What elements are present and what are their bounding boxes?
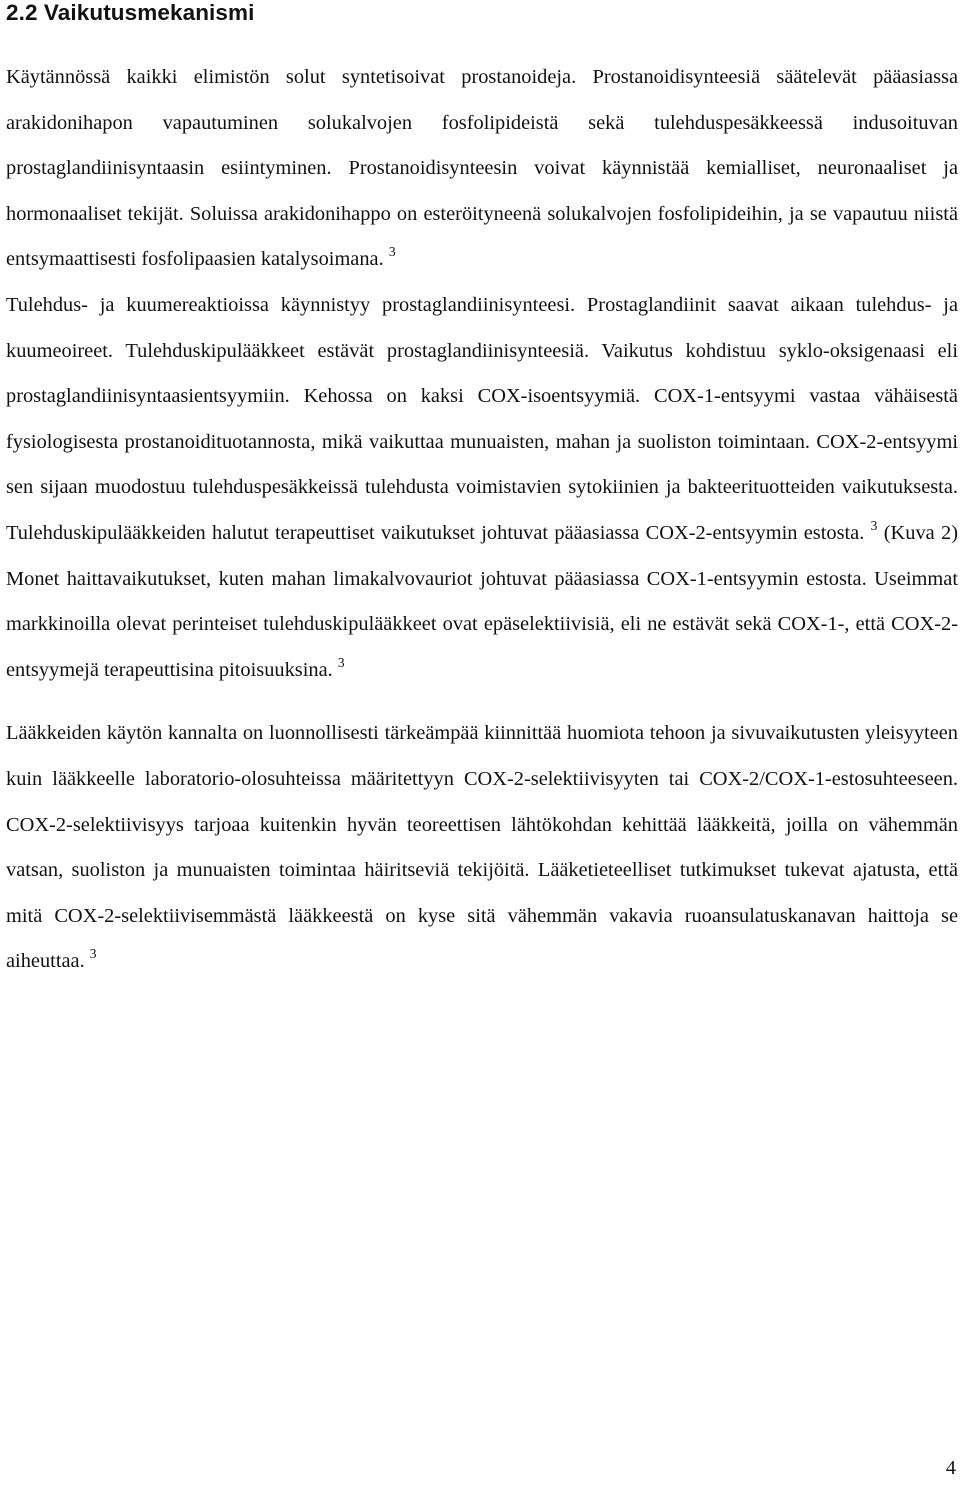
paragraph-3-text: Lääkkeiden käytön kannalta on luonnollisesti tärkeämpää kiinnittää huomiota tehoon ja sivuvaikutusten yleisyyteen kuin lääkkeelle laboratorio-olosuhteissa määritettyyn COX-2-selektiivisyyten tai COX-2/COX-1-estosuhteeseen. COX-2-selektiivisyys tarjoaa kuitenkin hyvän teoreettisen lähtökohdan kehittää lääkkeitä, joilla on vähemmän vatsan, suoliston ja munuaisten toimintaa häiritseviä tekijöitä. Lääketieteelliset tutkimukset tukevat ajatusta, että mitä COX-2-selektiivisemmästä lääkkeestä on kyse sitä vähemmän vakavia ruoansulatuskanavan haittoja se aiheuttaa. <box>6 722 958 973</box>
reference-superscript: 3 <box>870 517 878 533</box>
section-heading: 2.2 Vaikutusmekanismi <box>6 0 255 25</box>
paragraph-2-text-a: Tulehdus- ja kuumereaktioissa käynnistyy prostaglandiinisynteesi. Prostaglandiinit saavat aikaan tulehdus- ja kuumeoireet. Tulehduskipulääkkeet estävät prostaglandiinisynteesiä. Vaikutus kohdistuu syklo-oksigenaasi eli prostaglandiinisyntaasientsyymiin. Kehossa on kaksi COX-isoentsyymiä. COX-1-entsyymi vastaa vähäisestä fysiologisesta prostanoidituotannosta, mikä vaikuttaa munuaisten, mahan ja suoliston toimintaan. COX-2-entsyymi sen sijaan muodostuu tulehduspesäkkeissä tulehdusta voimistavien sytokiinien ja bakteerituotteiden vaikutuksesta. Tulehduskipulääkkeiden halutut terapeuttiset vaikutukset johtuvat pääasiassa COX-2-entsyymin estosta. <box>6 293 958 544</box>
page-number: 4 <box>945 1457 956 1479</box>
paragraph-3 <box>6 711 958 985</box>
document-page <box>6 0 958 985</box>
paragraph-1-text: Käytännössä kaikki elimistön solut syntetisoivat prostanoideja. Prostanoidisynteesiä säätelevät pääasiassa arakidonihapon vapautuminen solukalvojen fosfolipideistä sekä tulehduspesäkkeessä indusoituvan prostaglandiinisyntaasin esiintyminen. Prostanoidisynteesin voivat käynnistää kemialliset, neuronaaliset ja hormonaaliset tekijät. Soluissa arakidonihappo on esteröityneenä solukalvojen fosfolipideihin, ja se vapautuu niistä entsymaattisesti fosfolipaasien katalysoimana. <box>6 66 958 271</box>
reference-superscript: 3 <box>337 654 345 670</box>
paragraph-1 <box>6 55 958 283</box>
paragraph-2-text-b: (Kuva 2) Monet haittavaikutukset, kuten mahan limakalvovauriot johtuvat pääasiassa COX-1-entsyymin estosta. Useimmat markkinoilla olevat perinteiset tulehduskipulääkkeet ovat epäselektiivisiä, eli ne estävät sekä COX-1-, että COX-2-entsyymejä terapeuttisina pitoisuuksina. <box>6 521 959 681</box>
paragraph-2 <box>6 283 958 693</box>
reference-superscript: 3 <box>89 946 97 962</box>
reference-superscript: 3 <box>388 244 396 260</box>
